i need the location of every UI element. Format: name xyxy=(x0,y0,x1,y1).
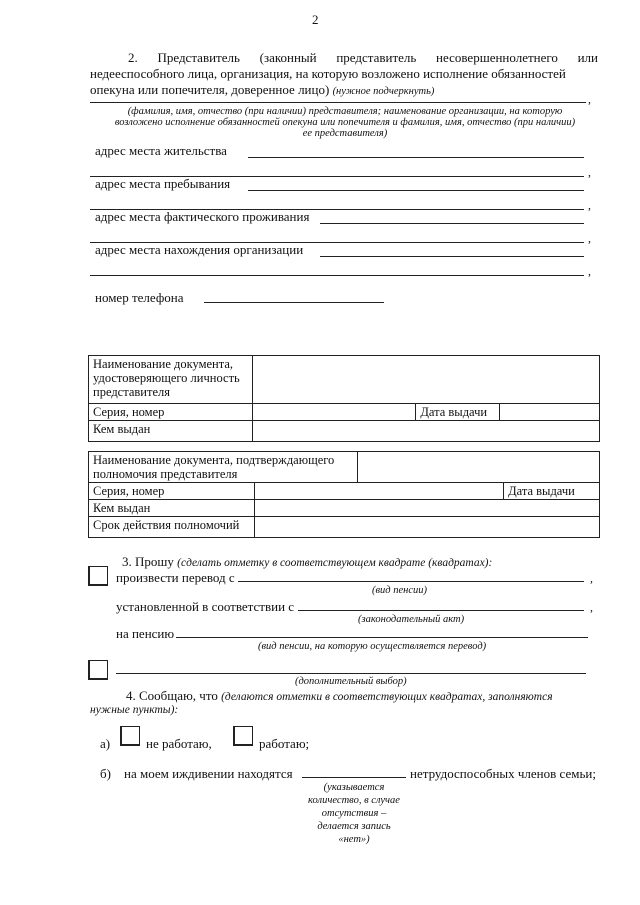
authority-date-label: Дата выдачи xyxy=(504,483,600,500)
target-pension-field[interactable] xyxy=(176,637,588,638)
section2-heading-hint: (нужное подчеркнуть) xyxy=(332,86,435,97)
dependents-suffix: нетрудоспособных членов семьи; xyxy=(410,766,596,781)
count-caption-line: отсутствия – xyxy=(321,808,387,819)
authority-validity-cell[interactable] xyxy=(254,517,599,538)
addr-residence-label: адрес места жительства xyxy=(95,143,227,158)
extra-choice-field[interactable] xyxy=(116,673,586,674)
working-label: работаю; xyxy=(259,736,310,751)
identity-series-cell[interactable] xyxy=(252,404,416,421)
pension-type-caption: (вид пенсии) xyxy=(372,585,428,596)
comma: , xyxy=(588,92,591,106)
authority-doc-name-label: Наименование документа, подтверждающего полномочия представителя xyxy=(89,452,358,483)
addr-actual-field[interactable] xyxy=(320,223,584,224)
page-number: 2 xyxy=(312,12,319,27)
phone-field[interactable] xyxy=(204,302,384,303)
count-caption-line: «нет») xyxy=(338,834,370,845)
identity-date-cell[interactable] xyxy=(500,404,600,421)
comma: , xyxy=(588,165,591,179)
working-checkbox[interactable] xyxy=(233,726,253,746)
identity-series-label: Серия, номер xyxy=(89,404,253,421)
section2-heading-line3: опекуна или попечителя, доверенное лицо) xyxy=(90,82,330,97)
not-working-checkbox[interactable] xyxy=(120,726,140,746)
identity-date-label: Дата выдачи xyxy=(416,404,500,421)
count-caption xyxy=(294,781,414,846)
identity-issued-by-cell[interactable] xyxy=(252,421,599,442)
extra-choice-checkbox[interactable] xyxy=(88,660,108,680)
law-field[interactable] xyxy=(298,610,584,611)
not-working-label: не работаю, xyxy=(146,736,212,751)
comma: , xyxy=(588,198,591,212)
transfer-checkbox[interactable] xyxy=(88,566,108,586)
to-pension-label: на пенсию xyxy=(116,626,175,641)
item-b-marker: б) xyxy=(100,766,111,781)
addr-stay-field[interactable] xyxy=(248,190,584,191)
dependents-label: на моем иждивении находятся xyxy=(124,766,293,781)
authority-series-cell[interactable] xyxy=(254,483,503,500)
extra-choice-caption: (дополнительный выбор) xyxy=(295,676,407,687)
comma: , xyxy=(588,264,591,278)
identity-issued-by-label: Кем выдан xyxy=(89,421,253,442)
section2-heading-line2: недееспособного лица, организация, на которую возложено исполнение обязанностей xyxy=(90,66,566,81)
authority-document-table xyxy=(88,451,600,538)
addr-residence-field[interactable] xyxy=(248,157,584,158)
addr-stay-label: адрес места пребывания xyxy=(95,176,231,191)
addr-org-field-2[interactable] xyxy=(90,275,584,276)
transfer-from-label: произвести перевод с xyxy=(116,570,235,585)
section4-heading: 4. Сообщаю, что xyxy=(126,688,218,703)
representative-name-field[interactable] xyxy=(90,102,586,103)
authority-issued-by-label: Кем выдан xyxy=(89,500,255,517)
authority-series-label: Серия, номер xyxy=(89,483,255,500)
target-pension-caption: (вид пенсии, на которую осуществляется перевод) xyxy=(258,641,487,652)
name-caption-line3: ее представителя) xyxy=(302,128,388,139)
count-caption-line: делается запись xyxy=(317,821,391,832)
comma: , xyxy=(590,571,593,585)
section4-heading-hint-line2: нужные пункты): xyxy=(90,704,179,716)
phone-label: номер телефона xyxy=(95,290,184,305)
authority-validity-label: Срок действия полномочий xyxy=(89,517,255,538)
count-caption-line: (указывается xyxy=(323,782,385,793)
law-caption: (законодательный акт) xyxy=(358,614,465,625)
authority-issued-by-cell[interactable] xyxy=(254,500,599,517)
section3-heading-hint: (сделать отметку в соответствующем квадрате (квадратах): xyxy=(177,557,493,569)
identity-doc-name-cell[interactable] xyxy=(252,356,599,404)
dependents-count-field[interactable] xyxy=(302,777,406,778)
count-caption-line: количество, в случае xyxy=(308,795,400,806)
identity-document-table xyxy=(88,355,600,442)
transfer-from-field[interactable] xyxy=(238,581,584,582)
name-caption-line2: возложено исполнение обязанностей опекуна или попечителя и фамилия, имя, отчество (при наличии) xyxy=(114,117,576,128)
comma: , xyxy=(590,600,593,614)
comma: , xyxy=(588,231,591,245)
addr-org-field[interactable] xyxy=(320,256,584,257)
item-a-marker: а) xyxy=(100,736,111,751)
addr-org-label: адрес места нахождения организации xyxy=(95,242,304,257)
authority-doc-name-cell[interactable] xyxy=(357,452,599,483)
section3-heading: 3. Прошу xyxy=(122,554,174,569)
section4-heading-hint-line1: (делаются отметки в соответствующих квадратах, заполняются xyxy=(221,691,553,703)
addr-actual-label: адрес места фактического проживания xyxy=(95,209,310,224)
established-by-label: установленной в соответствии с xyxy=(116,599,295,614)
name-caption-line1: (фамилия, имя, отчество (при наличии) представителя; наименование организации, на которую xyxy=(127,106,563,117)
section2-heading-line1: 2. Представитель (законный представитель несовершеннолетнего или xyxy=(128,50,598,65)
identity-doc-name-label: Наименование документа, удостоверяющего личность представителя xyxy=(89,356,253,404)
